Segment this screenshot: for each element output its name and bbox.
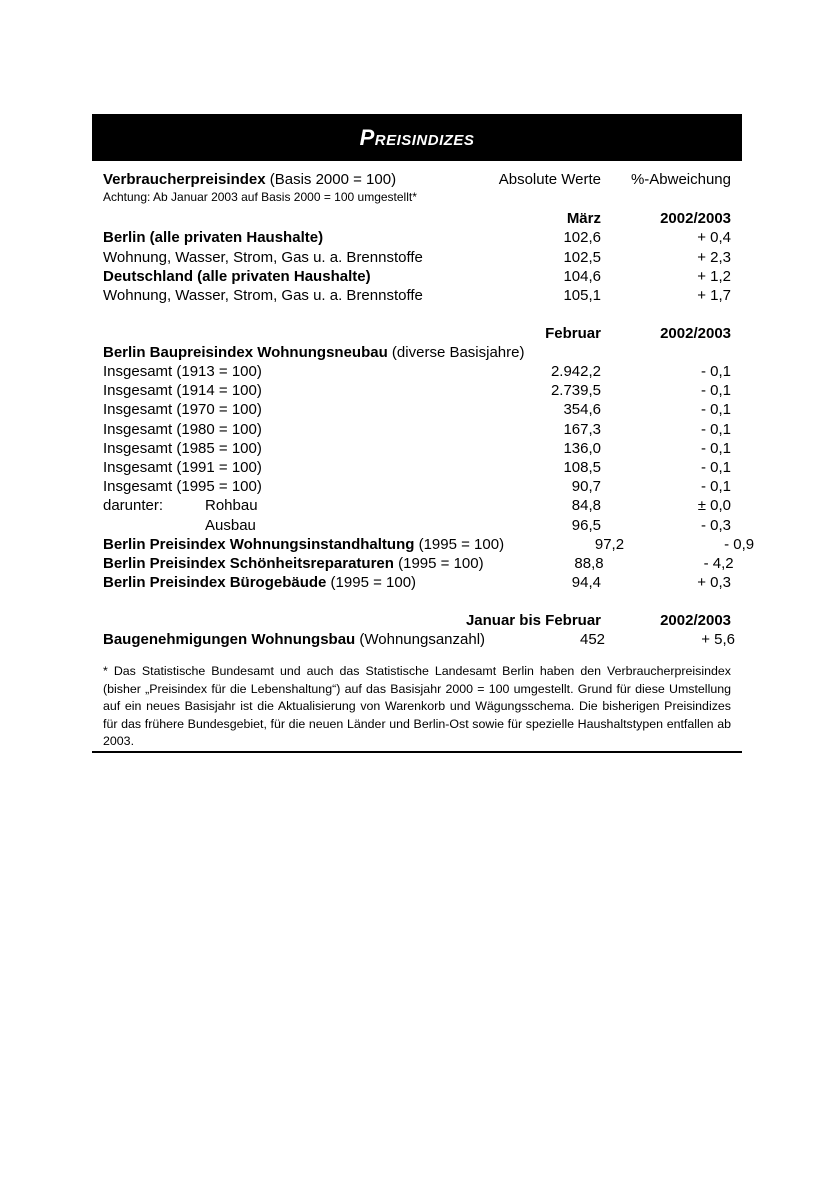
table-row xyxy=(103,286,731,305)
row-change: - 0,1 xyxy=(700,401,731,419)
table-row xyxy=(103,267,731,286)
table-row xyxy=(103,228,731,247)
row-label-basis: (1995 = 100) xyxy=(326,574,417,592)
row-value: 90,7 xyxy=(571,478,601,496)
compare-label: 2002/2003 xyxy=(660,210,731,228)
row-value: 104,6 xyxy=(563,267,601,285)
row-value: 97,2 xyxy=(594,535,625,553)
row-label: Insgesamt (1970 = 100) xyxy=(103,401,262,419)
row-change: - 0,3 xyxy=(700,516,731,534)
other-index-rows xyxy=(103,535,755,593)
row-change: - 0,9 xyxy=(724,535,755,553)
row-label: Berlin Preisindex Bürogebäude xyxy=(103,574,327,592)
row-change: - 0,1 xyxy=(700,363,731,380)
row-label: Insgesamt (1914 = 100) xyxy=(103,382,262,400)
compare-label: 2002/2003 xyxy=(660,324,731,342)
cpi-heading-row xyxy=(103,170,731,189)
row-label: Wohnung, Wasser, Strom, Gas u. a. Brennstoffe xyxy=(103,248,423,266)
row-value: 2.942,2 xyxy=(550,363,601,380)
table-row xyxy=(103,400,731,419)
page-title: Preisindizes xyxy=(359,124,475,150)
cpi-heading-basis: (Basis 2000 = 100) xyxy=(265,171,397,188)
row-label: Deutschland (alle privaten Haushalte) xyxy=(103,267,371,285)
darunter-label: darunter: xyxy=(103,497,164,515)
row-value: 167,3 xyxy=(563,420,601,438)
table-row xyxy=(103,496,731,515)
row-value: 108,5 xyxy=(563,458,601,476)
table-row xyxy=(103,516,731,535)
table-row xyxy=(103,573,731,592)
construction-index-heading-row xyxy=(103,343,731,362)
row-label: Insgesamt (1913 = 100) xyxy=(103,363,262,380)
row-change: + 5,6 xyxy=(701,630,736,648)
table-row xyxy=(103,554,734,573)
row-label-basis: (1995 = 100) xyxy=(393,554,484,572)
table-row xyxy=(103,630,736,649)
row-label: Insgesamt (1985 = 100) xyxy=(103,439,262,457)
cpi-note: Achtung: Ab Januar 2003 auf Basis 2000 = 100 umgestellt* xyxy=(103,190,417,205)
row-change: - 0,1 xyxy=(700,458,731,476)
row-change: + 0,4 xyxy=(697,229,731,247)
bottom-divider xyxy=(92,751,742,753)
period-header-row xyxy=(103,209,731,228)
construction-index-heading: Berlin Baupreisindex Wohnungsneubau xyxy=(103,343,388,361)
row-value: 96,5 xyxy=(571,516,601,534)
row-label: Berlin Preisindex Schönheitsreparaturen xyxy=(103,554,394,572)
row-change: + 1,2 xyxy=(697,267,731,285)
table-row xyxy=(103,420,731,439)
row-label: Berlin (alle privaten Haushalte) xyxy=(103,229,324,247)
period-header-row xyxy=(103,611,731,630)
cpi-note-row xyxy=(103,189,731,209)
col-absolute-values: Absolute Werte xyxy=(498,171,601,188)
period-label: Februar xyxy=(545,324,601,342)
table-row xyxy=(103,458,731,477)
cpi-heading: Verbraucherpreisindex xyxy=(103,171,266,188)
row-value: 88,8 xyxy=(574,554,604,572)
row-change: - 4,2 xyxy=(703,554,734,572)
period-label: März xyxy=(566,210,601,228)
row-value: 102,5 xyxy=(563,248,601,266)
cpi-rows xyxy=(103,228,731,305)
row-label: Insgesamt (1991 = 100) xyxy=(103,458,262,476)
row-label: Baugenehmigungen Wohnungsbau xyxy=(103,630,356,648)
row-change: - 0,1 xyxy=(700,478,731,496)
period-header-row xyxy=(103,324,731,343)
table-row xyxy=(103,477,731,496)
row-label: Wohnung, Wasser, Strom, Gas u. a. Brennstoffe xyxy=(103,286,423,304)
row-change: ± 0,0 xyxy=(697,497,731,515)
row-value: 452 xyxy=(580,630,606,648)
table-row xyxy=(103,439,731,458)
row-change: + 1,7 xyxy=(697,286,731,304)
row-change: - 0,1 xyxy=(700,420,731,438)
row-change: - 0,1 xyxy=(700,439,731,457)
row-label: Insgesamt (1995 = 100) xyxy=(103,478,262,496)
title-banner xyxy=(92,114,742,161)
col-percent-change: %-Abweichung xyxy=(630,171,731,188)
row-value: 84,8 xyxy=(571,497,601,515)
construction-index-heading-basis: (diverse Basisjahre) xyxy=(387,343,525,361)
construction-index-rows xyxy=(103,362,731,496)
row-label: Rohbau xyxy=(205,497,258,515)
row-label: Insgesamt (1980 = 100) xyxy=(103,420,262,438)
period-label: Januar bis Februar xyxy=(465,611,601,629)
table-row xyxy=(103,248,731,267)
row-value: 94,4 xyxy=(571,574,601,592)
row-change: - 0,1 xyxy=(700,382,731,400)
table-row xyxy=(103,535,755,554)
table-row xyxy=(103,381,731,400)
row-value: 136,0 xyxy=(563,439,601,457)
row-value: 2.739,5 xyxy=(550,382,601,400)
row-label: Ausbau xyxy=(205,516,256,534)
price-index-table xyxy=(103,170,755,649)
row-label-basis: (1995 = 100) xyxy=(414,535,505,553)
row-value: 105,1 xyxy=(563,286,601,304)
row-value: 354,6 xyxy=(563,401,601,419)
compare-label: 2002/2003 xyxy=(660,611,731,629)
row-value: 102,6 xyxy=(563,229,601,247)
row-label-basis: (Wohnungsanzahl) xyxy=(355,630,486,648)
row-label: Berlin Preisindex Wohnungsinstandhaltung xyxy=(103,535,415,553)
table-row xyxy=(103,362,731,381)
row-change: + 0,3 xyxy=(697,574,731,592)
row-change: + 2,3 xyxy=(697,248,731,266)
footnote: * Das Statistische Bundesamt und auch das Statistische Landesamt Berlin haben den Verbraucherpreisindex (bisher „Preisindex für die Lebenshaltung“) auf das Basisjahr 2000 = 100 umgestellt. Grund für diese Umstellung auf ein neues Basisjahr ist die Aktualisierung von Warenkorb und Wägungsschema. Die bisherigen Preisindizes für das frühere Bundesgebiet, für die neuen Länder und Berlin-Ost sowie für spezielle Haushaltstypen entfallen ab 2003. xyxy=(103,664,731,749)
